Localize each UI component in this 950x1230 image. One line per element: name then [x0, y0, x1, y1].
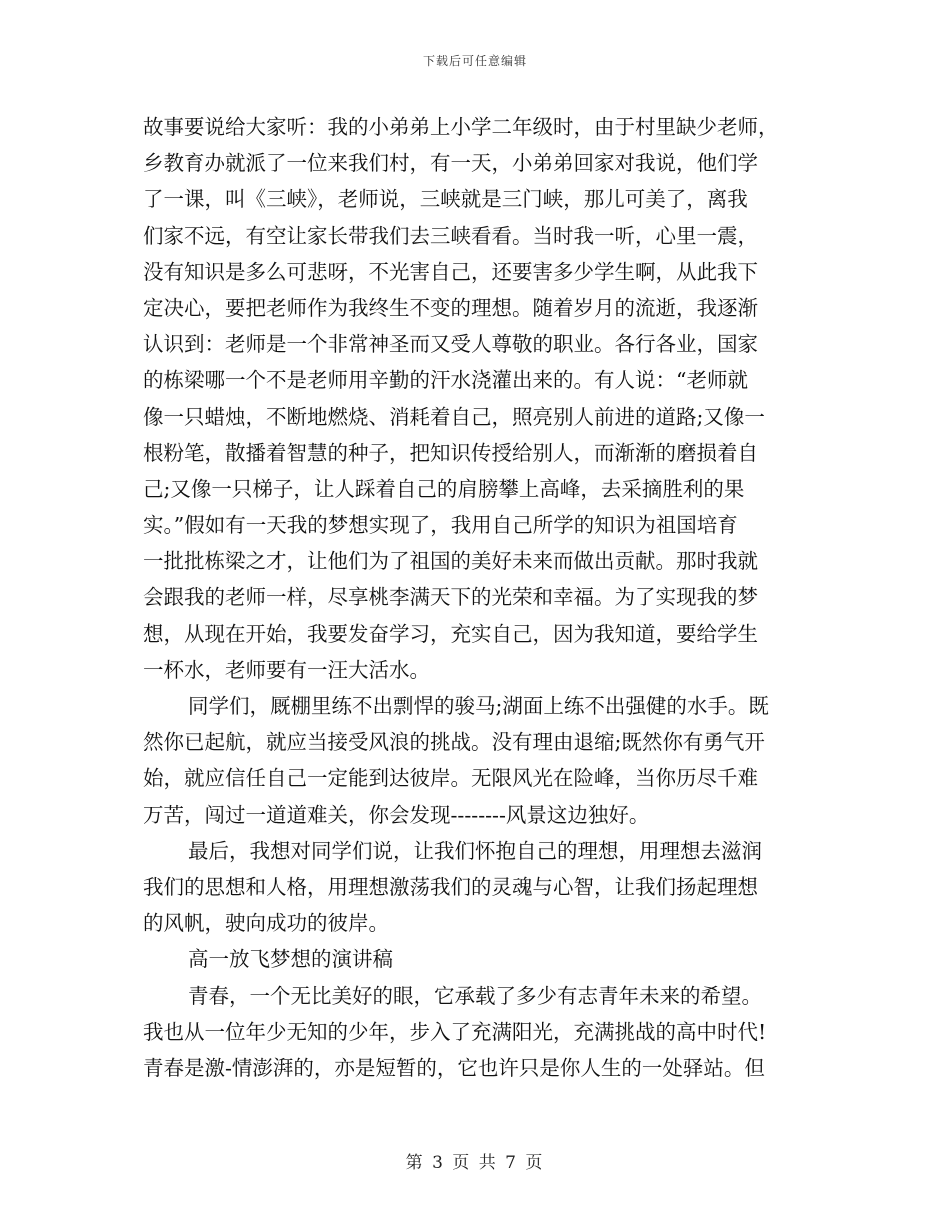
text-line: 像一只蜡烛，不断地燃烧、消耗着自己，照亮别人前进的道路;又像一	[143, 404, 765, 429]
page-number-footer: 第 3 页 共 7 页	[405, 1153, 545, 1173]
document-body	[143, 109, 810, 1086]
text-line: 们家不远，有空让家长带我们去三峡看看。当时我一听，心里一震，	[143, 223, 758, 248]
paragraph-first-line: 最后，我想对同学们说，让我们怀抱自己的理想，用理想去滋润	[188, 838, 762, 863]
text-line: 的风帆，驶向成功的彼岸。	[143, 911, 389, 936]
text-line: 我也从一位年少无知的少年，步入了充满阳光，充满挑战的高中时代!	[143, 1019, 767, 1044]
text-line: 了一课，叫《三峡》，老师说，三峡就是三门峡，那儿可美了，离我	[143, 187, 748, 212]
text-line: 定决心，要把老师作为我终生不变的理想。随着岁月的流逝，我逐渐	[143, 295, 758, 320]
text-line: 然你已起航，就应当接受风浪的挑战。没有理由退缩;既然你有勇气开	[143, 730, 765, 755]
text-line: 根粉笔，散播着智慧的种子，把知识传授给别人，而渐渐的磨损着自	[143, 440, 758, 465]
text-line: 乡教育办就派了一位来我们村，有一天，小弟弟回家对我说，他们学	[143, 151, 758, 176]
text-line: 一批批栋梁之才，让他们为了祖国的美好未来而做出贡献。那时我就	[143, 549, 758, 574]
text-line: 青春是激-情澎湃的，亦是短暂的，它也许只是你人生的一处驿站。但	[143, 1055, 765, 1080]
text-line: 万苦，闯过一道道难关，你会发现--------风景这边独好。	[143, 802, 650, 827]
paragraph-first-line: 同学们，厩棚里练不出剽悍的骏马;湖面上练不出强健的水手。既	[188, 694, 769, 718]
text-line: 故事要说给大家听：我的小弟弟上小学二年级时，由于村里缺少老师，	[143, 115, 779, 139]
section-title: 高一放飞梦想的演讲稿	[188, 947, 393, 972]
paragraph-first-line: 青春，一个无比美好的眼，它承载了多少有志青年未来的希望。	[188, 983, 762, 1008]
text-line: 己;又像一只梯子，让人踩着自己的肩膀攀上高峰，去采摘胜利的果	[143, 476, 745, 501]
text-line: 没有知识是多么可悲呀，不光害自己，还要害多少学生啊，从此我下	[143, 259, 758, 284]
text-line: 认识到：老师是一个非常神圣而又受人尊敬的职业。各行各业，国家	[143, 332, 758, 357]
text-line: 一杯水，老师要有一汪大活水。	[143, 657, 430, 682]
text-line: 的栋梁哪一个不是老师用辛勤的汗水浇灌出来的。有人说：“老师就	[143, 368, 748, 393]
page-header-note: 下载后可任意编辑	[422, 54, 527, 68]
text-line: 想，从现在开始，我要发奋学习，充实自己，因为我知道，要给学生	[143, 621, 758, 646]
text-line: 会跟我的老师一样，尽享桃李满天下的光荣和幸福。为了实现我的梦	[143, 585, 758, 610]
text-line: 我们的思想和人格，用理想激荡我们的灵魂与心智，让我们扬起理想	[143, 874, 758, 899]
text-line: 始，就应信任自己一定能到达彼岸。无限风光在险峰，当你历尽千难	[143, 766, 758, 791]
text-line: 实。”假如有一天我的梦想实现了，我用自己所学的知识为祖国培育	[143, 513, 738, 538]
